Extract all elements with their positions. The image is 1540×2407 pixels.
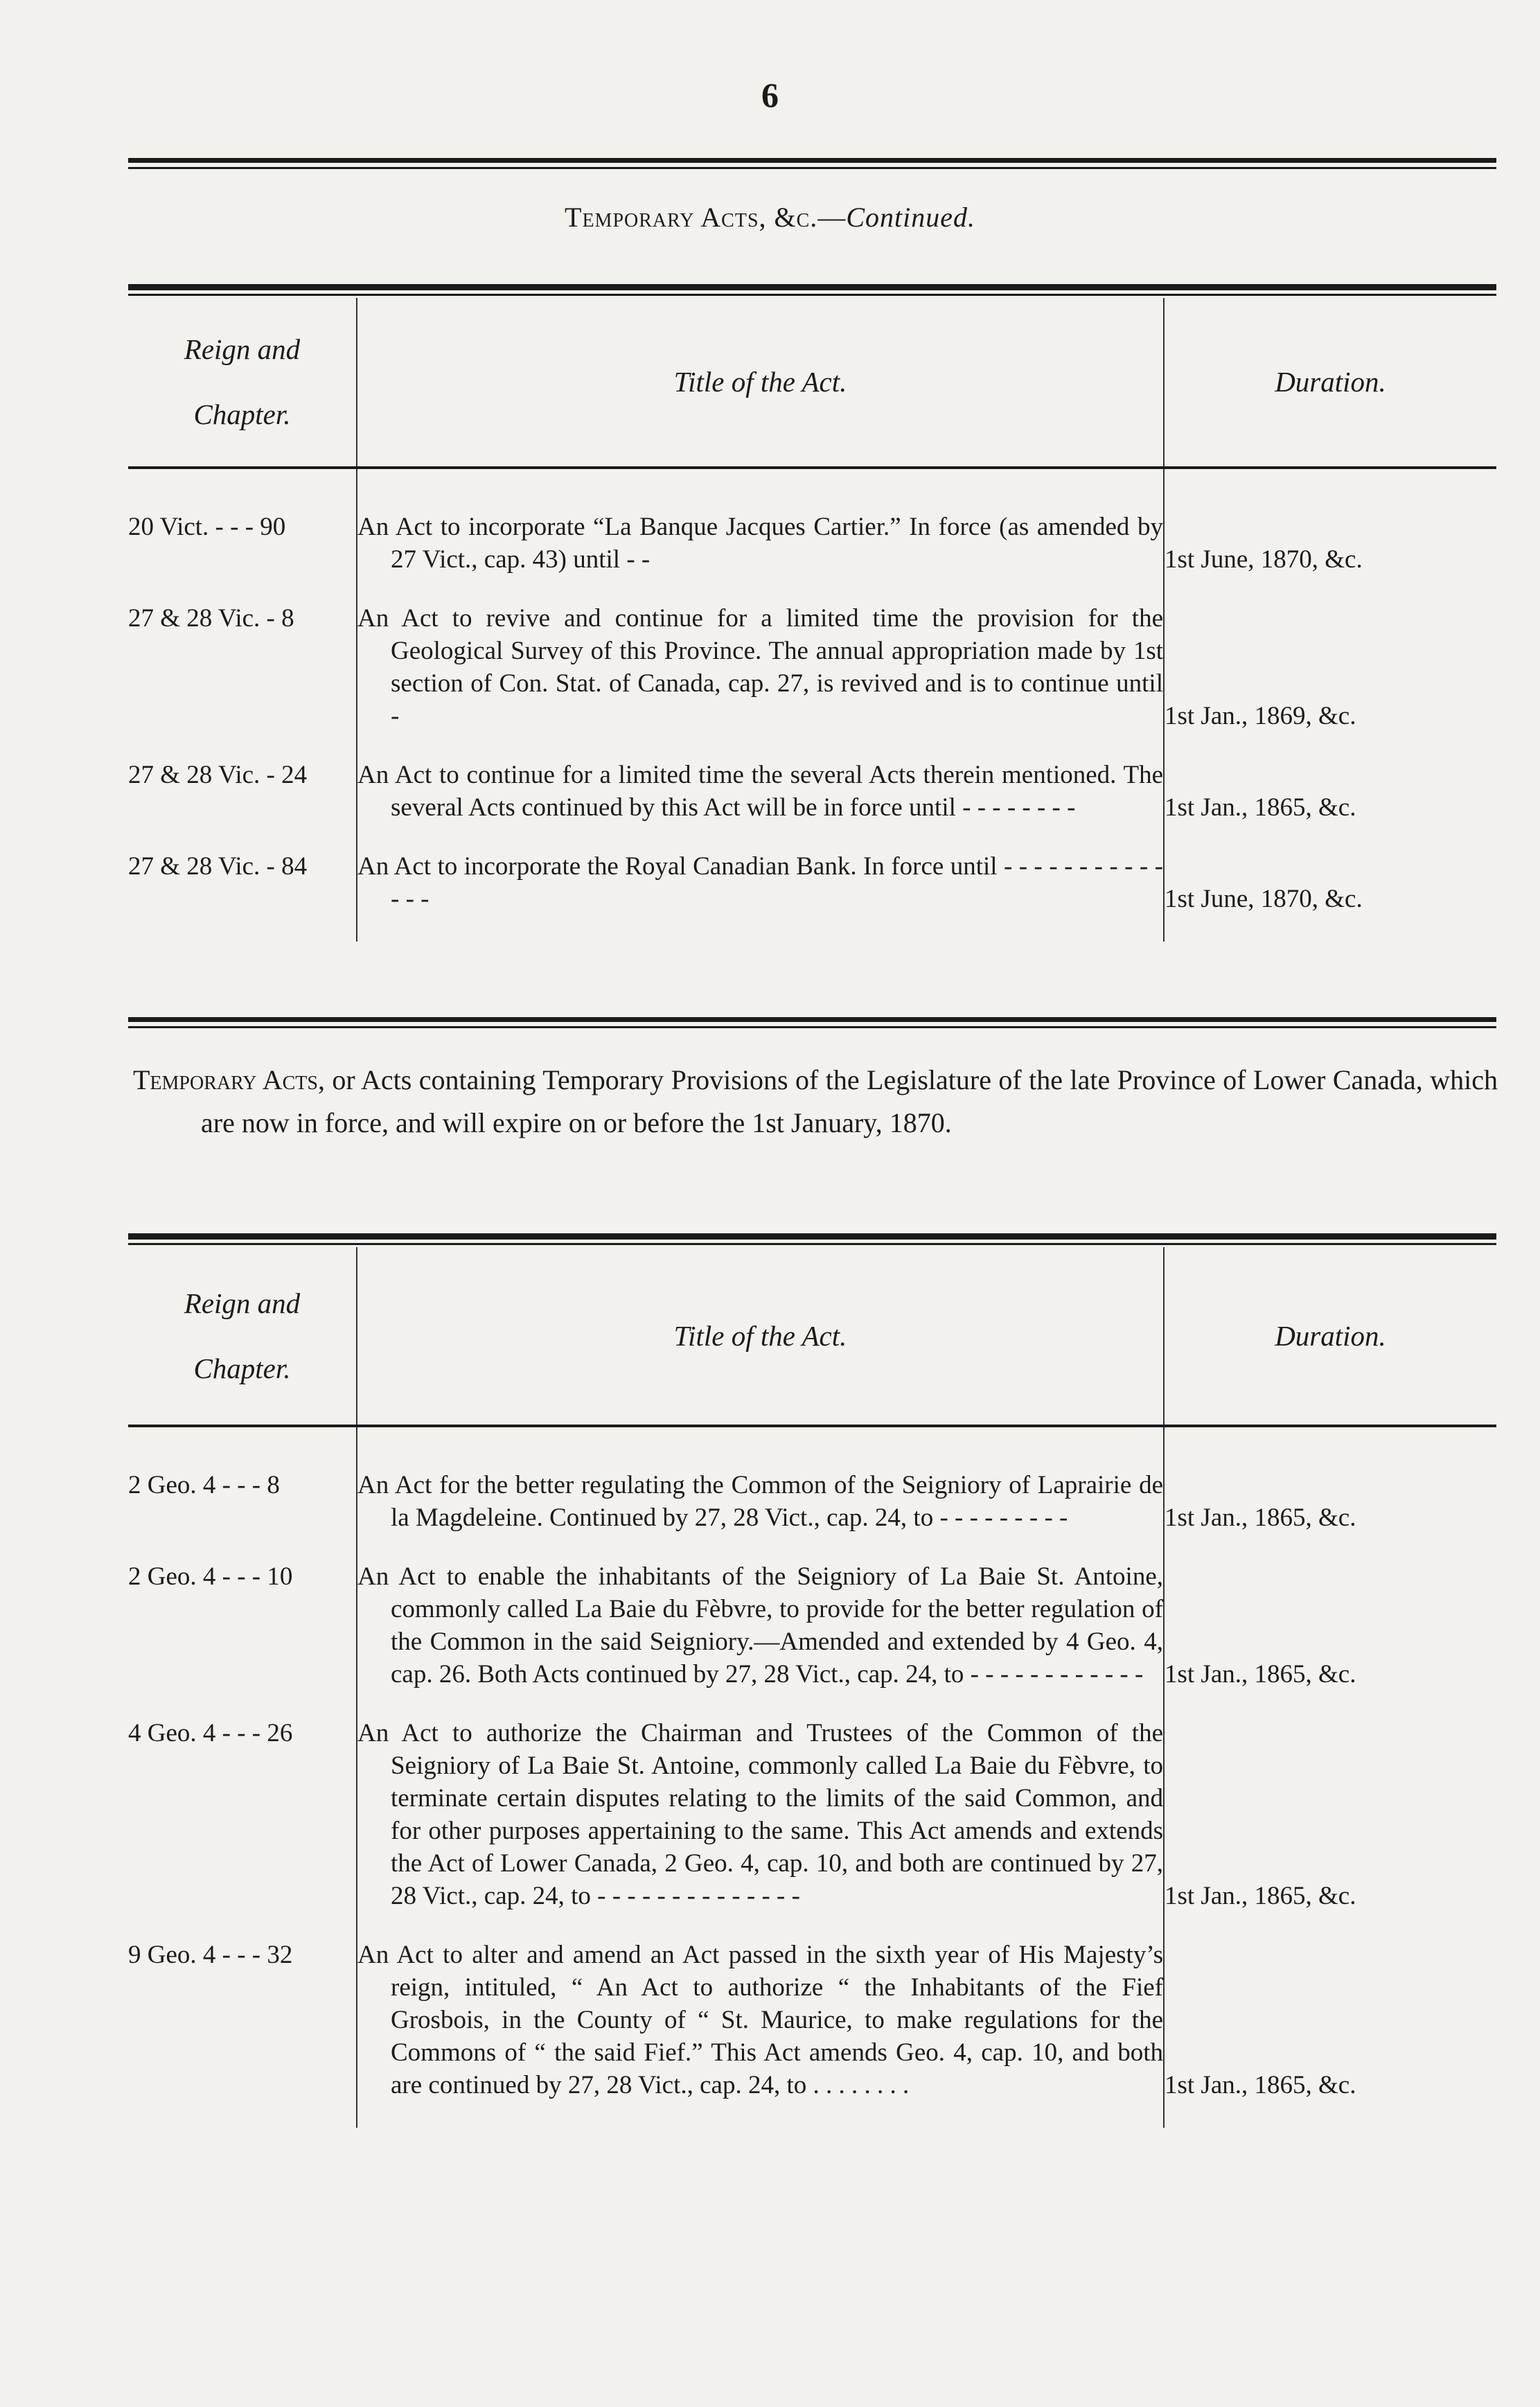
header-reign: [128, 298, 357, 468]
section-heading-suffix: Continued.: [846, 202, 975, 233]
reign-cell: 9 Geo. 4 - - - 32: [128, 1939, 357, 2128]
reign-cell: 27 & 28 Vic. - 84: [128, 850, 357, 942]
title-cell: An Act to alter and amend an Act passed in the sixth year of His Majesty’s reign, intituled, “ An Act to authorize “ the Inhabitants of the Fief Grosbois, in the County of “ St. Maurice, to make regulations for the Commons of “ the said Fief.” This Act amends Geo. 4, cap. 10, and both are continued by 27, 28 Vict., cap. 24, to . . . . . . . .: [357, 1939, 1164, 2128]
heading-dash: —: [817, 202, 847, 233]
reign-cell: 20 Vict. - - - 90: [128, 511, 357, 602]
page-number: 6: [761, 76, 779, 114]
top-double-rule: [128, 158, 1496, 170]
table-row: [128, 1469, 1496, 1560]
table-row: [128, 511, 1496, 602]
title-cell: An Act to revive and continue for a limited time the provision for the Geological Survey of this Province. The annual appropriation made by 1st section of Con. Stat. of Canada, cap. 27, is revived and is to continue until -: [357, 602, 1164, 759]
header-title: Title of the Act.: [357, 1247, 1164, 1426]
header-reign-line2: Chapter.: [193, 398, 291, 430]
duration-cell: 1st June, 1870, &c.: [1165, 885, 1363, 913]
section-heading: [0, 201, 1540, 233]
table-row: [128, 759, 1496, 850]
duration-cell: 1st June, 1870, &c.: [1165, 545, 1363, 574]
title-cell: An Act for the better regulating the Common of the Seigniory of Laprairie de la Magdeleine. Continued by 27, 28 Vict., cap. 24, to - - - - - - - - -: [357, 1469, 1164, 1560]
header-title: Title of the Act.: [357, 298, 1164, 468]
header-reign-line1: Reign and: [184, 1287, 301, 1319]
intro-lead: Temporary Acts,: [133, 1064, 325, 1095]
duration-cell: 1st Jan., 1865, &c.: [1165, 1882, 1356, 1910]
duration-cell: 1st Jan., 1865, &c.: [1165, 1660, 1356, 1689]
reign-cell: 2 Geo. 4 - - - 10: [128, 1560, 357, 1717]
title-cell: An Act to continue for a limited time the several Acts therein mentioned. The several Acts continued by this Act will be in force until - - - - - - - -: [357, 759, 1164, 850]
table2-top-rule: [128, 1233, 1496, 1246]
table-row: [128, 602, 1496, 759]
reign-cell: 2 Geo. 4 - - - 8: [128, 1469, 357, 1560]
section-heading-main: Temporary Acts, &c.: [565, 202, 818, 233]
table-row: [128, 1717, 1496, 1939]
reign-cell: 27 & 28 Vic. - 24: [128, 759, 357, 850]
header-duration: Duration.: [1164, 1247, 1496, 1426]
title-cell: An Act to incorporate the Royal Canadian Bank. In force until - - - - - - - - - - - - - -: [357, 850, 1164, 942]
reign-cell: 4 Geo. 4 - - - 26: [128, 1717, 357, 1939]
duration-cell: 1st Jan., 1869, &c.: [1165, 702, 1356, 730]
table-row: [128, 1560, 1496, 1717]
duration-cell: 1st Jan., 1865, &c.: [1165, 793, 1356, 822]
acts-table-1: [128, 298, 1496, 942]
header-reign: [128, 1247, 357, 1426]
duration-cell: 1st Jan., 1865, &c.: [1165, 2071, 1356, 2099]
reign-cell: 27 & 28 Vic. - 8: [128, 602, 357, 759]
intro-text: or Acts containing Temporary Provisions of the Legislature of the late Province of Lower Canada, which are now in force, and will expire on or before the 1st January, 1870.: [201, 1064, 1498, 1138]
title-cell: An Act to incorporate “La Banque Jacques Cartier.” In force (as amended by 27 Vict., cap. 43) until - -: [357, 511, 1164, 602]
title-cell: An Act to authorize the Chairman and Trustees of the Common of the Seigniory of La Baie St. Antoine, commonly called La Baie du Fèbvre, to terminate certain disputes relating to the limits of the said Common, and for other purposes appertaining to the same. This Act amends and extends the Act of Lower Canada, 2 Geo. 4, cap. 10, and both are continued by 27, 28 Vict., cap. 24, to - - - - - - - - - - - - - -: [357, 1717, 1164, 1939]
table1-top-rule: [128, 284, 1496, 297]
intro-paragraph: [133, 1059, 1498, 1145]
header-reign-line1: Reign and: [184, 333, 301, 365]
duration-cell: 1st Jan., 1865, &c.: [1165, 1504, 1356, 1532]
header-duration: Duration.: [1164, 298, 1496, 468]
title-cell: An Act to enable the inhabitants of the Seigniory of La Baie St. Antoine, commonly called La Baie du Fèbvre, to provide for the better regulation of the Common in the said Seigniory.—Amended and extended by 4 Geo. 4, cap. 26. Both Acts continued by 27, 28 Vict., cap. 24, to - - - - - - - - - - - -: [357, 1560, 1164, 1717]
table-row: [128, 1939, 1496, 2128]
table1-bottom-rule: [128, 1017, 1496, 1030]
header-reign-line2: Chapter.: [193, 1352, 291, 1384]
acts-table-2: [128, 1247, 1496, 2128]
table-row: [128, 850, 1496, 942]
